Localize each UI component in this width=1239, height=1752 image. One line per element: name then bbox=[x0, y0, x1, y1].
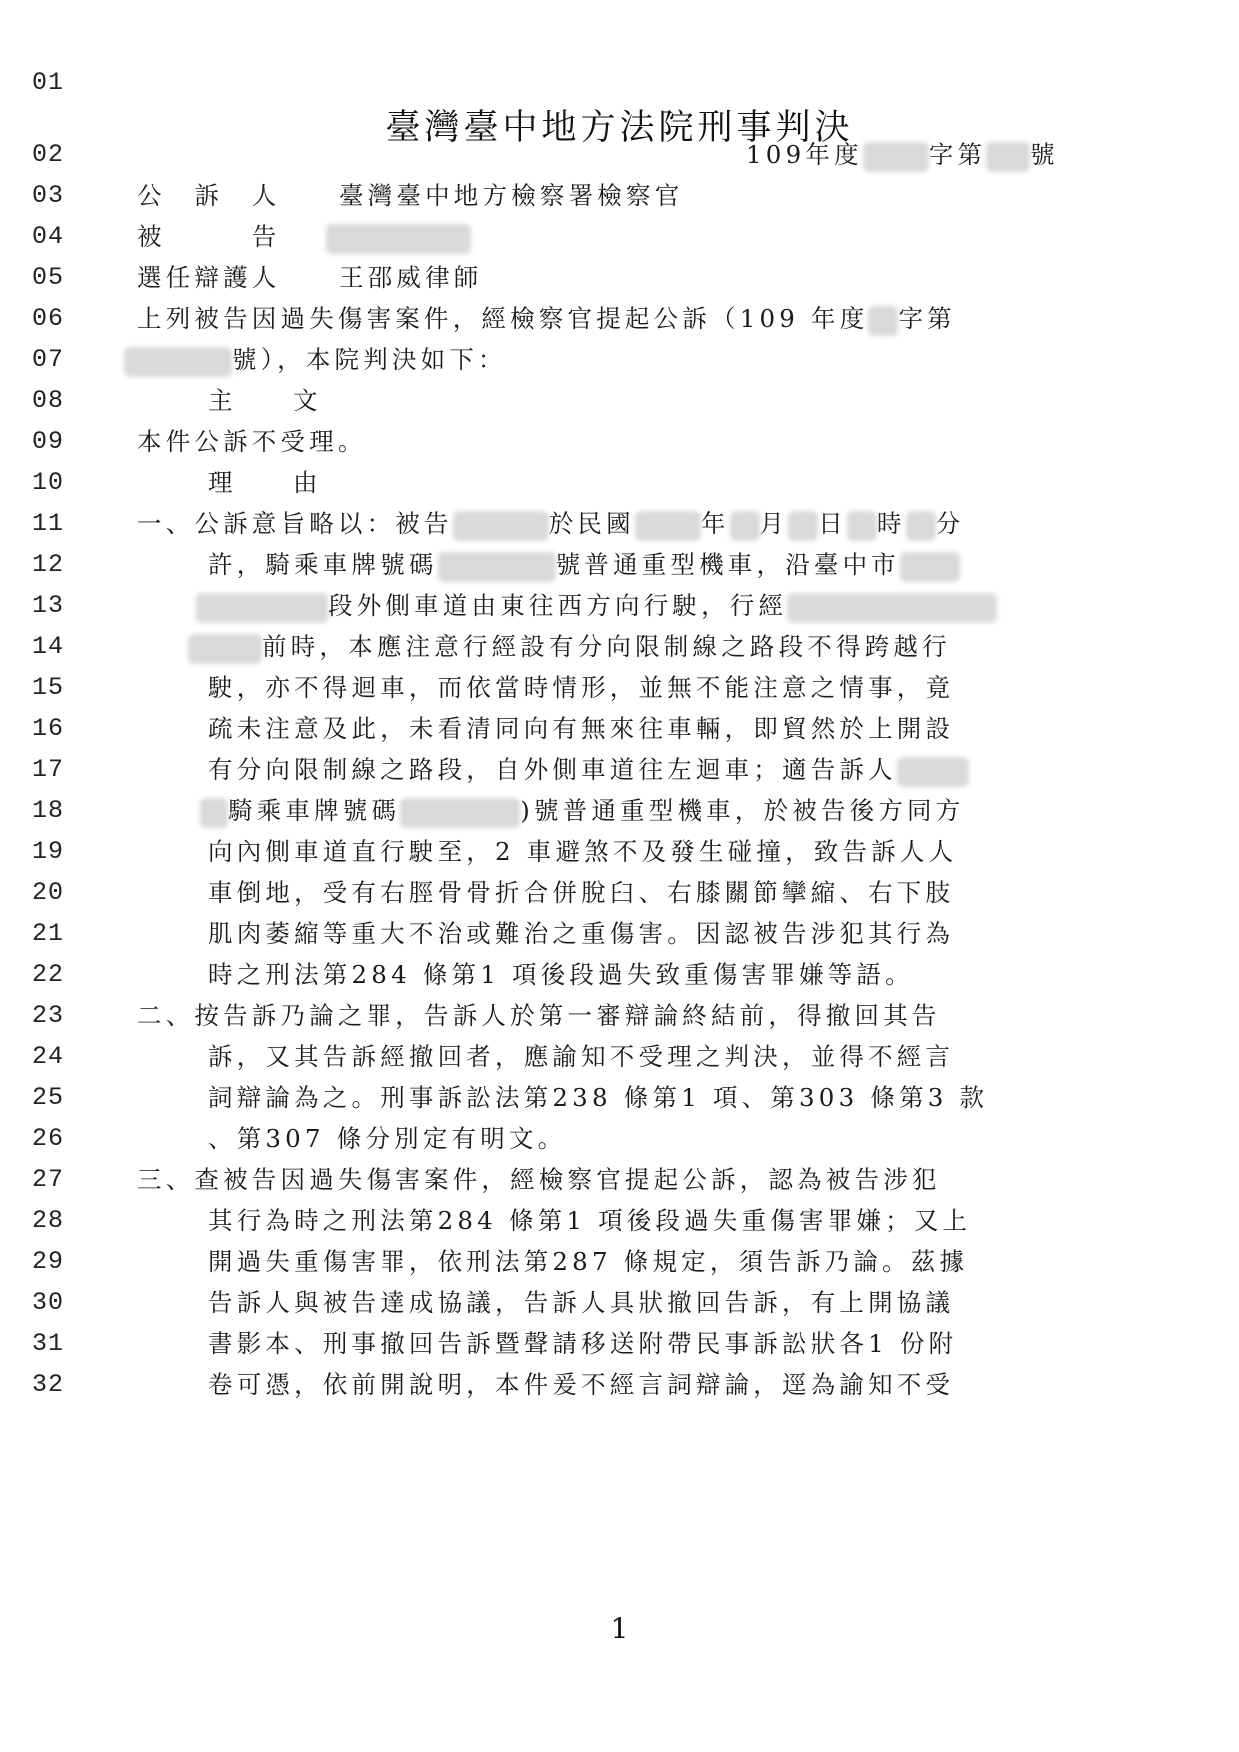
redacted-block bbox=[897, 757, 969, 787]
redacted-block bbox=[986, 142, 1030, 172]
paragraph-line: 告訴人與被告達成協議，告訴人具狀撤回告訴，有上開協議 bbox=[208, 1288, 955, 1317]
line-number: 31 bbox=[32, 1329, 65, 1358]
line-number: 08 bbox=[32, 386, 65, 415]
redacted-block bbox=[635, 511, 701, 541]
redacted-block bbox=[863, 142, 929, 172]
intro-line bbox=[124, 345, 507, 377]
prosecutor-name: 臺灣臺中地方檢察署檢察官 bbox=[339, 181, 684, 210]
paragraph-line: 肌肉萎縮等重大不治或難治之重傷害。因認被告涉犯其行為 bbox=[208, 919, 955, 948]
paragraph-line: 疏未注意及此，未看清同向有無來往車輛，即貿然於上開設 bbox=[208, 714, 955, 743]
paragraph-line: 駛，亦不得迴車，而依當時情形，並無不能注意之情事，竟 bbox=[208, 673, 955, 702]
text: 一、公訴意旨略以：被告 bbox=[137, 509, 453, 538]
case-zi-di: 字第 bbox=[928, 140, 987, 169]
line-number: 26 bbox=[32, 1124, 65, 1153]
text: 分 bbox=[935, 509, 965, 538]
line-number: 22 bbox=[32, 960, 65, 989]
line-number: 23 bbox=[32, 1001, 65, 1030]
line-number: 28 bbox=[32, 1206, 65, 1235]
prosecutor-label: 公 訴 人 bbox=[137, 181, 281, 210]
paragraph-line: 車倒地，受有右脛骨骨折合併脫臼、右膝關節攣縮、右下肢 bbox=[208, 878, 955, 907]
line-number: 29 bbox=[32, 1247, 65, 1276]
paragraph-line bbox=[200, 796, 964, 828]
line-number: 20 bbox=[32, 878, 65, 907]
redacted-block bbox=[326, 224, 471, 254]
paragraph-line: 、第307 條分別定有明文。 bbox=[208, 1124, 567, 1153]
paragraph-line bbox=[137, 509, 964, 541]
text: 許，騎乘車牌號碼 bbox=[208, 550, 438, 579]
case-number bbox=[746, 140, 1059, 172]
redacted-block bbox=[787, 593, 997, 623]
line-number: 05 bbox=[32, 263, 65, 292]
redacted-block bbox=[900, 552, 960, 582]
line-number: 10 bbox=[32, 468, 65, 497]
paragraph-line bbox=[208, 755, 969, 787]
redacted-block bbox=[730, 511, 760, 541]
text: 騎乘車牌號碼 bbox=[228, 796, 401, 825]
redacted-block bbox=[188, 634, 262, 664]
line-number: 02 bbox=[32, 140, 65, 169]
paragraph-line: 訴，又其告訴經撤回者，應諭知不受理之判決，並得不經言 bbox=[208, 1042, 955, 1071]
text: 號普通重型機車，沿臺中市 bbox=[555, 550, 901, 579]
counsel-name: 王邵威律師 bbox=[339, 263, 483, 292]
case-hao: 號 bbox=[1030, 140, 1059, 169]
paragraph-line bbox=[188, 632, 951, 664]
page-number: 1 bbox=[610, 1612, 629, 1645]
line-number: 25 bbox=[32, 1083, 65, 1112]
paragraph-line bbox=[196, 591, 997, 623]
redacted-block bbox=[847, 511, 877, 541]
text: 於民國 bbox=[548, 509, 635, 538]
text: 月 bbox=[759, 509, 789, 538]
line-number: 01 bbox=[32, 68, 65, 97]
paragraph-line: 卷可憑，依前開說明，本件爰不經言詞辯論，逕為諭知不受 bbox=[208, 1370, 955, 1399]
paragraph-line: 詞辯論為之。刑事訴訟法第238 條第1 項、第303 條第3 款 bbox=[208, 1083, 989, 1112]
paragraph-line: 三、查被告因過失傷害案件，經檢察官提起公訴，認為被告涉犯 bbox=[137, 1165, 941, 1194]
line-number: 14 bbox=[32, 632, 65, 661]
line-number: 16 bbox=[32, 714, 65, 743]
line-number: 11 bbox=[32, 509, 65, 538]
defendant-label: 被 告 bbox=[137, 222, 281, 251]
line-number: 13 bbox=[32, 591, 65, 620]
counsel-label: 選任辯護人 bbox=[137, 263, 281, 292]
redacted-block bbox=[788, 511, 818, 541]
line-number: 24 bbox=[32, 1042, 65, 1071]
line-number: 04 bbox=[32, 222, 65, 251]
line-number: 19 bbox=[32, 837, 65, 866]
paragraph-line: 向內側車道直行駛至，2 車避煞不及發生碰撞，致告訴人人 bbox=[208, 837, 958, 866]
line-number: 18 bbox=[32, 796, 65, 825]
text: 時 bbox=[876, 509, 906, 538]
text: 有分向限制線之路段，自外側車道往左迴車；適告訴人 bbox=[208, 755, 897, 784]
line-number: 12 bbox=[32, 550, 65, 579]
paragraph-line: 時之刑法第284 條第1 項後段過失致重傷害罪嫌等語。 bbox=[208, 960, 914, 989]
line-number: 21 bbox=[32, 919, 65, 948]
line-number: 30 bbox=[32, 1288, 65, 1317]
redacted-block bbox=[196, 593, 328, 623]
redacted-block bbox=[400, 798, 520, 828]
line-number: 09 bbox=[32, 427, 65, 456]
intro-line bbox=[137, 304, 956, 336]
case-year: 109年度 bbox=[746, 140, 863, 169]
paragraph-line: 書影本、刑事撤回告訴暨聲請移送附帶民事訴訟狀各1 份附 bbox=[208, 1329, 958, 1358]
line-number: 32 bbox=[32, 1370, 65, 1399]
text: 段外側車道由東往西方向行駛，行經 bbox=[328, 591, 788, 620]
paragraph-line: 二、按告訴乃論之罪，告訴人於第一審辯論終結前，得撤回其告 bbox=[137, 1001, 941, 1030]
paragraph-line: 開過失重傷害罪，依刑法第287 條規定，須告訴乃論。茲據 bbox=[208, 1247, 969, 1276]
redacted-block bbox=[906, 511, 936, 541]
redacted-block bbox=[868, 306, 898, 336]
redacted-block bbox=[438, 552, 556, 582]
text: 前時，本應注意行經設有分向限制線之路段不得跨越行 bbox=[262, 632, 951, 661]
line-number: 06 bbox=[32, 304, 65, 333]
paragraph-line bbox=[208, 550, 960, 582]
defendant-name bbox=[326, 222, 471, 254]
line-number: 27 bbox=[32, 1165, 65, 1194]
line-number: 03 bbox=[32, 181, 65, 210]
redacted-block bbox=[124, 347, 232, 377]
text: 日 bbox=[818, 509, 847, 538]
intro-text: 上列被告因過失傷害案件，經檢察官提起公訴（109 年度 bbox=[137, 304, 869, 333]
text: )號普通重型機車，於被告後方同方 bbox=[520, 796, 965, 825]
line-number: 07 bbox=[32, 345, 65, 374]
paragraph-line: 其行為時之刑法第284 條第1 項後段過失重傷害罪嫌；又上 bbox=[208, 1206, 972, 1235]
main-text: 本件公訴不受理。 bbox=[137, 427, 367, 456]
line-number: 17 bbox=[32, 755, 65, 784]
line-number: 15 bbox=[32, 673, 65, 702]
intro-text: 字第 bbox=[898, 304, 956, 333]
text: 年 bbox=[700, 509, 730, 538]
redacted-block bbox=[200, 798, 228, 828]
document-title: 臺灣臺中地方法院刑事判決 bbox=[385, 108, 854, 148]
main-text-heading: 主 文 bbox=[208, 386, 336, 415]
reason-heading: 理 由 bbox=[208, 468, 336, 497]
redacted-block bbox=[453, 511, 549, 541]
intro-text: 號），本院判決如下： bbox=[232, 345, 507, 374]
